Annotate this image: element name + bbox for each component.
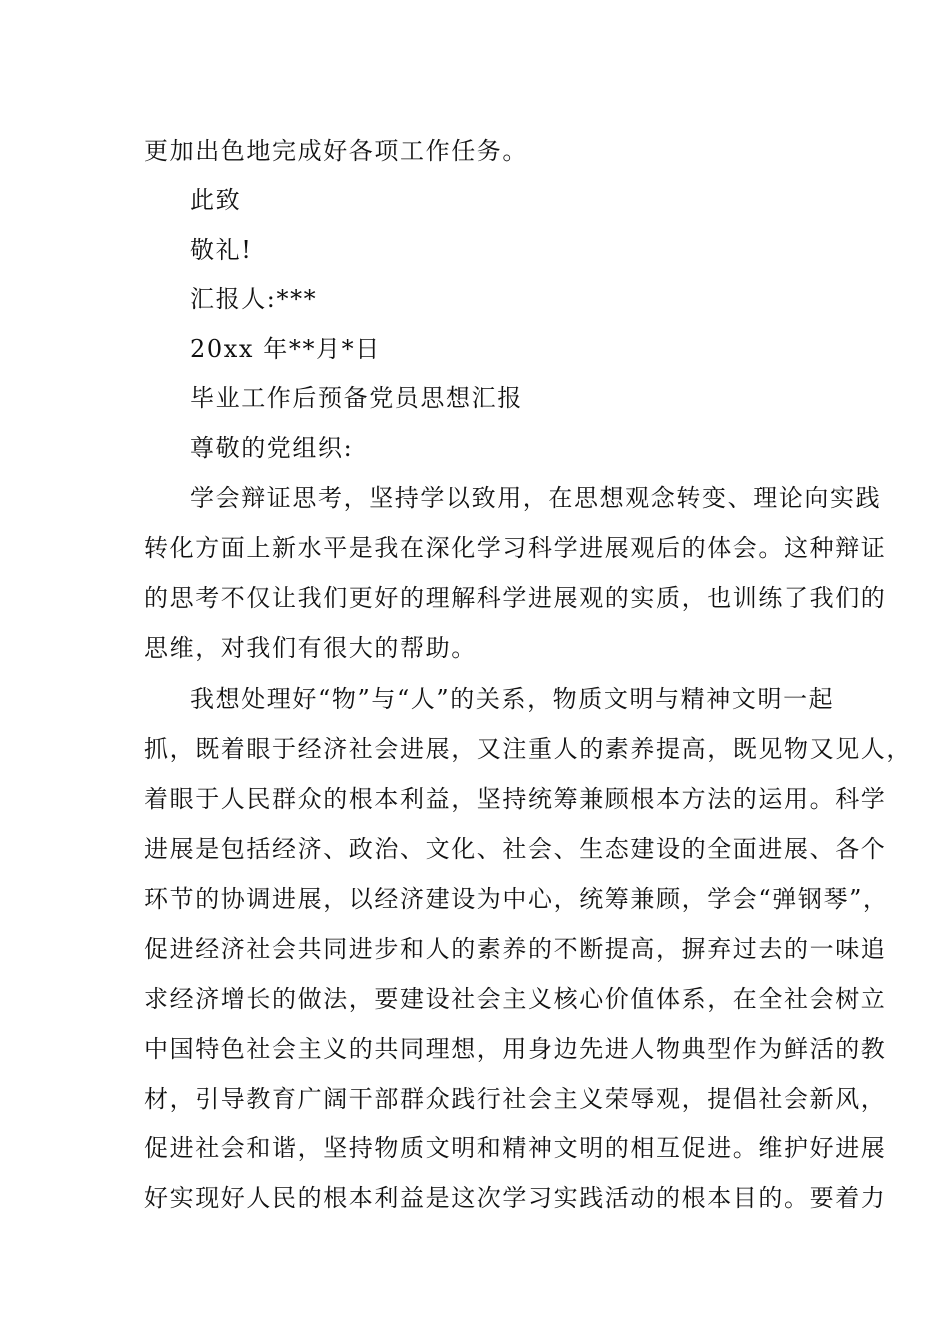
paragraph-line: 进展是包括经济、政治、文化、社会、生态建设的全面进展、各个 xyxy=(144,835,887,863)
paragraph-line: 我想处理好“物”与“人”的关系，物质文明与精神文明一起 xyxy=(190,685,835,713)
closing-regards: 敬礼! xyxy=(190,236,253,264)
greeting: 尊敬的党组织: xyxy=(190,434,354,462)
paragraph-line: 学会辩证思考，坚持学以致用，在思想观念转变、理论向实践 xyxy=(190,484,882,512)
paragraph-line: 促进社会和谐，坚持物质文明和精神文明的相互促进。维护好进展 xyxy=(144,1134,887,1162)
paragraph-line: 环节的协调进展，以经济建设为中心，统筹兼顾，学会“弹钢琴”， xyxy=(144,885,889,913)
paragraph-line: 中国特色社会主义的共同理想，用身边先进人物典型作为鲜活的教 xyxy=(144,1035,887,1063)
paragraph-line: 的思考不仅让我们更好的理解科学进展观的实质，也训练了我们的 xyxy=(144,584,887,612)
paragraph-line: 促进经济社会共同进步和人的素养的不断提高，摒弃过去的一味追 xyxy=(144,935,887,963)
reporter-signature: 汇报人:*** xyxy=(190,285,318,313)
report-date: 20xx 年**月*日 xyxy=(190,335,381,363)
opening-line: 更加出色地完成好各项工作任务。 xyxy=(144,137,528,165)
paragraph-line: 好实现好人民的根本利益是这次学习实践活动的根本目的。要着力 xyxy=(144,1184,887,1212)
paragraph-line: 转化方面上新水平是我在深化学习科学进展观后的体会。这种辩证 xyxy=(144,534,887,562)
paragraph-line: 求经济增长的做法，要建设社会主义核心价值体系，在全社会树立 xyxy=(144,985,887,1013)
paragraph-line: 思维，对我们有很大的帮助。 xyxy=(144,634,477,662)
paragraph-line: 材，引导教育广阔干部群众践行社会主义荣辱观，提倡社会新风， xyxy=(144,1085,887,1113)
document-title: 毕业工作后预备党员思想汇报 xyxy=(190,384,523,412)
paragraph-line: 抓，既着眼于经济社会进展，又注重人的素养提高，既见物又见人， xyxy=(144,735,912,763)
closing-salutation: 此致 xyxy=(190,186,242,214)
paragraph-line: 着眼于人民群众的根本利益，坚持统筹兼顾根本方法的运用。科学 xyxy=(144,785,887,813)
